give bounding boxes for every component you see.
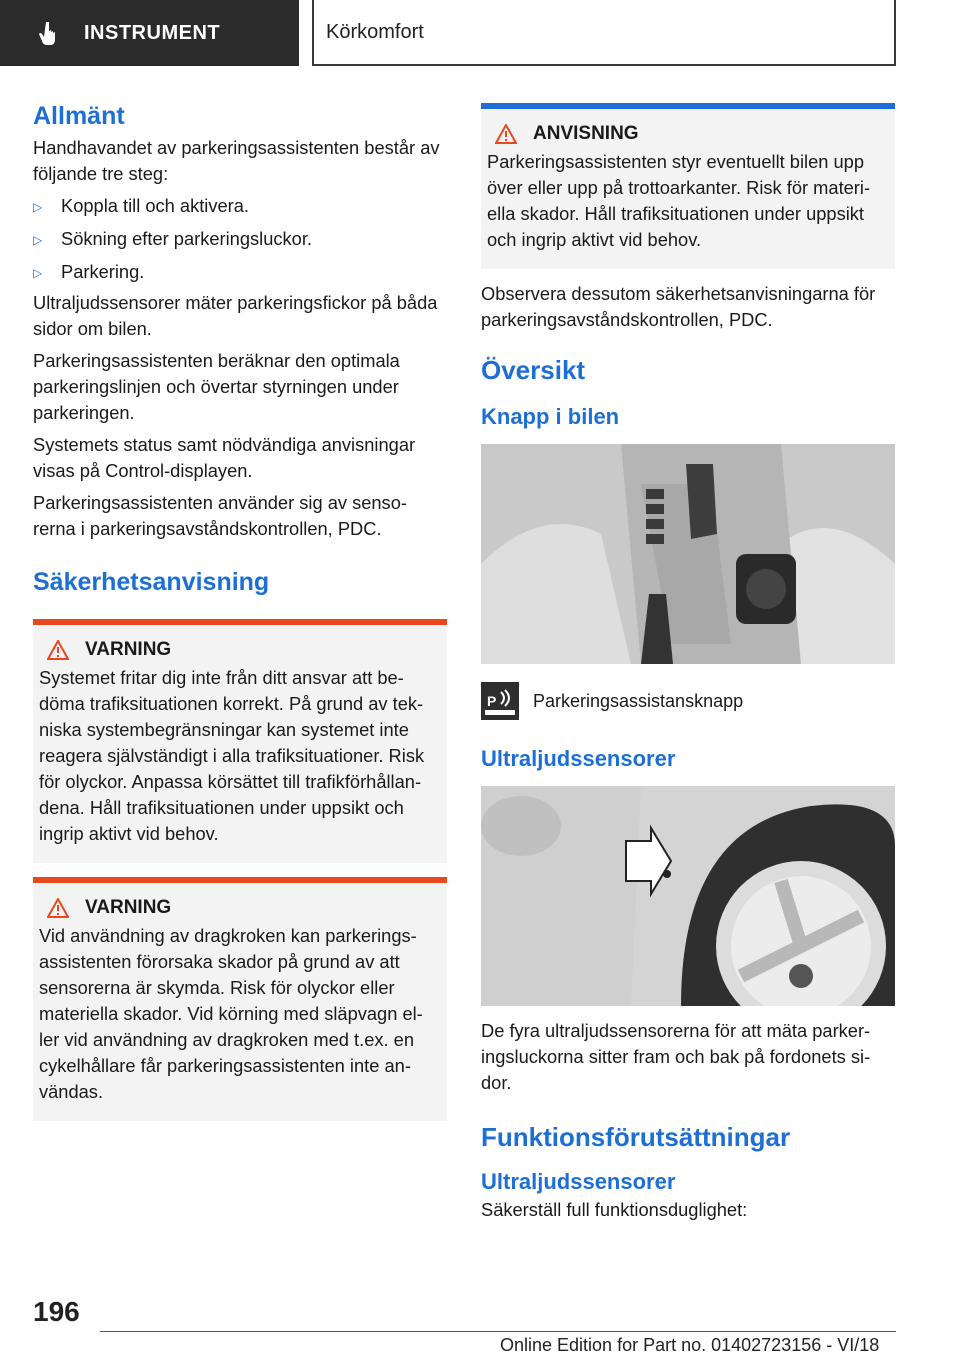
safety-heading: Säkerhetsanvisning (33, 568, 270, 596)
pointing-hand-icon (38, 20, 64, 46)
triangle-bullet-icon: ▷ (33, 233, 43, 247)
sensor-image (481, 786, 895, 1006)
warning-triangle-icon (47, 898, 69, 918)
page-number: 196 (33, 1296, 80, 1327)
func-sub-heading: Ultraljudssensorer (481, 1169, 676, 1194)
paragraph: Säkerställ full funktionsduglighet: (481, 1199, 748, 1220)
warning-text: Systemet fritar dig inte från ditt ansvar att be-döma trafiksituationen korrekt. På grund av tek-niska systembegränsningar kan systemet inte reagera självständigt i alla trafiksituationer. Risk för olyckor. Anpassa körsättet till trafikförhållan-dena. Håll trafiksituationen under uppsikt och ingrip aktivt vid behov. (39, 667, 425, 844)
button-legend (481, 682, 895, 720)
paragraph: Observera dessutom säkerhetsanvisningarna för parkeringsavståndskontrollen, PDC. (481, 283, 876, 330)
notice-text: Parkeringsassistenten styr eventuellt bilen upp över eller upp på trottoarkanter. Risk för materi-ella skador. Håll trafiksituationen under uppsikt och ingrip aktivt vid behov. (487, 151, 871, 250)
list-item: ▷ Parkering. (33, 259, 447, 286)
func-heading: Funktionsförutsättningar (481, 1122, 791, 1152)
notice-title: ANVISNING (495, 123, 889, 145)
allmant-heading: Allmänt (33, 102, 125, 130)
list-item: ▷ Koppla till och aktivera. (33, 193, 447, 220)
chapter-title: Körkomfort (312, 0, 896, 66)
parking-assistant-button-icon (481, 682, 519, 720)
section-tab-label: INSTRUMENT (84, 21, 221, 44)
sensor-heading: Ultraljudssensorer (481, 746, 676, 771)
paragraph: Systemets status samt nödvändiga anvisningar visas på Control-displayen. (33, 434, 416, 481)
center-console-image (481, 444, 895, 664)
warning-triangle-icon (47, 640, 69, 660)
paragraph: De fyra ultraljudssensorerna för att mäta parker-ingsluckorna sitter fram och bak på fordonets si-dor. (481, 1020, 871, 1093)
warning-box (33, 619, 447, 863)
triangle-bullet-icon: ▷ (33, 266, 43, 280)
triangle-bullet-icon: ▷ (33, 200, 43, 214)
left-column (33, 96, 447, 1121)
section-tab (0, 0, 299, 66)
svg-text:P: P (487, 693, 497, 709)
notice-box (481, 103, 895, 269)
edition-text: Online Edition for Part no. 01402723156 - VI/18 (500, 1335, 880, 1355)
list-item: ▷ Sökning efter parkeringsluckor. (33, 226, 447, 253)
warning-triangle-icon (495, 124, 517, 144)
paragraph: Parkeringsassistenten beräknar den optimala parkeringslinjen och övertar styrningen under parkeringen. (33, 350, 400, 423)
knapp-heading: Knapp i bilen (481, 404, 620, 429)
warning-title: VARNING (47, 639, 441, 661)
paragraph: Parkeringsassistenten använder sig av senso-rerna i parkeringsavståndskontrollen, PDC. (33, 492, 407, 539)
oversikt-heading: Översikt (481, 355, 586, 385)
paragraph: Ultraljudssensorer mäter parkeringsfickor på båda sidor om bilen. (33, 292, 438, 339)
allmant-intro: Handhavandet av parkeringsassistenten består av följande tre steg: (33, 137, 440, 184)
right-column (481, 103, 895, 1223)
button-label: Parkeringsassistansknapp (533, 690, 744, 711)
warning-box (33, 877, 447, 1121)
footer-divider (100, 1331, 896, 1332)
warning-title: VARNING (47, 897, 441, 919)
warning-text: Vid användning av dragkroken kan parkerings-assistenten förorsaka skador på grund av att sensorerna är skymda. Risk för olyckor eller materiella skador. Vid körning med släpvagn el-ler vid användning av dragkroken med t.ex. en cykelhållare får parkeringsassistenten inte an-vändas. (39, 925, 423, 1102)
